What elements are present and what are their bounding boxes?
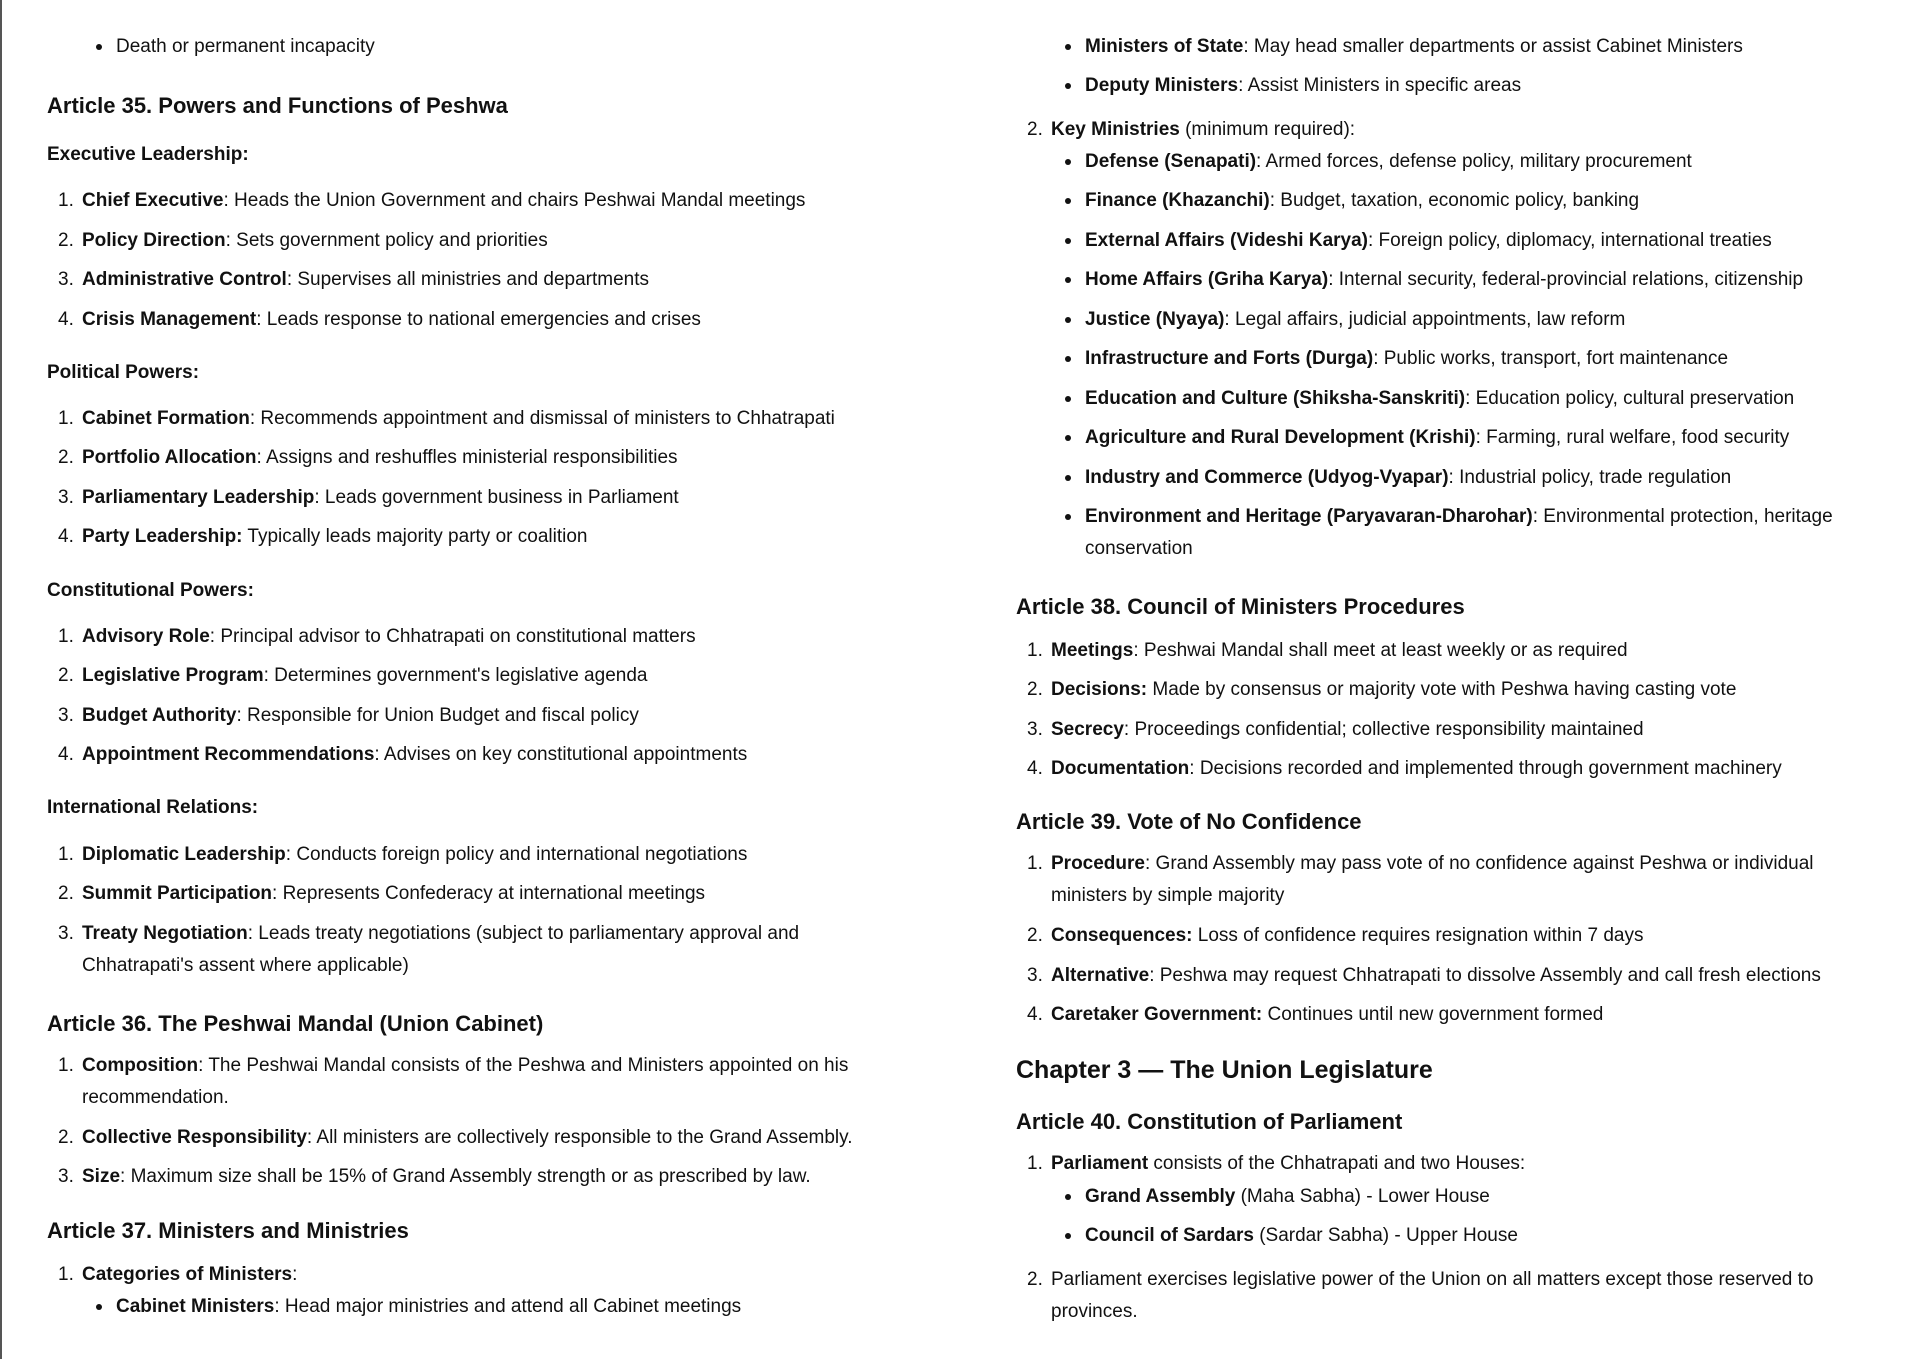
- article-38-heading: Article 38. Council of Ministers Procedures: [1016, 594, 1465, 619]
- list-item: Deputy Ministers: Assist Ministers in specific areas: [1085, 70, 1521, 102]
- list-item: Cabinet Ministers: Head major ministries and attend all Cabinet meetings: [116, 1291, 741, 1323]
- list-item: 4. Documentation: Decisions recorded and implemented through government machinery: [1027, 758, 1782, 779]
- list-item: 2. Portfolio Allocation: Assigns and reshuffles ministerial responsibilities: [58, 447, 678, 468]
- list-item: Industry and Commerce (Udyog-Vyapar): Industrial policy, trade regulation: [1085, 462, 1731, 494]
- list-item: 1. Advisory Role: Principal advisor to Chhatrapati on constitutional matters: [58, 626, 696, 647]
- list-item: Agriculture and Rural Development (Krishi): Farming, rural welfare, food security: [1085, 422, 1789, 454]
- list-item: 2. Parliament exercises legislative power of the Union on all matters except those reserved to provinces.: [1027, 1269, 1814, 1322]
- list-item: 3. Size: Maximum size shall be 15% of Grand Assembly strength or as prescribed by law.: [58, 1166, 811, 1187]
- list-item: 3. Secrecy: Proceedings confidential; collective responsibility maintained: [1027, 719, 1644, 740]
- list-item: 1. Parliament consists of the Chhatrapati and two Houses:: [1027, 1153, 1526, 1174]
- list-item: 1. Categories of Ministers:: [58, 1264, 298, 1285]
- list-item: 2. Decisions: Made by consensus or majority vote with Peshwa having casting vote: [1027, 679, 1737, 700]
- list-item: Home Affairs (Griha Karya): Internal security, federal-provincial relations, citizenship: [1085, 264, 1803, 296]
- list-item: 2. Policy Direction: Sets government policy and priorities: [58, 230, 548, 251]
- executive-leadership-heading: Executive Leadership:: [47, 144, 249, 165]
- list-item: Justice (Nyaya): Legal affairs, judicial appointments, law reform: [1085, 304, 1625, 336]
- list-item: External Affairs (Videshi Karya): Foreign policy, diplomacy, international treaties: [1085, 225, 1772, 257]
- list-item: Death or permanent incapacity: [116, 31, 375, 63]
- list-item: Grand Assembly (Maha Sabha) - Lower House: [1085, 1181, 1490, 1213]
- list-item: 3. Parliamentary Leadership: Leads government business in Parliament: [58, 487, 679, 508]
- article-36-heading: Article 36. The Peshwai Mandal (Union Cabinet): [47, 1011, 544, 1036]
- constitutional-powers-heading: Constitutional Powers:: [47, 580, 254, 601]
- article-40-heading: Article 40. Constitution of Parliament: [1016, 1109, 1403, 1134]
- list-item: 2. Collective Responsibility: All ministers are collectively responsible to the Grand Assembly.: [58, 1127, 853, 1148]
- list-item: 4. Caretaker Government: Continues until new government formed: [1027, 1004, 1604, 1025]
- list-item: 1. Chief Executive: Heads the Union Government and chairs Peshwai Mandal meetings: [58, 190, 806, 211]
- article-39-heading: Article 39. Vote of No Confidence: [1016, 809, 1362, 834]
- list-item: Infrastructure and Forts (Durga): Public works, transport, fort maintenance: [1085, 343, 1728, 375]
- list-item: 2. Consequences: Loss of confidence requires resignation within 7 days: [1027, 925, 1644, 946]
- list-item: Finance (Khazanchi): Budget, taxation, economic policy, banking: [1085, 185, 1639, 217]
- list-item: 1. Procedure: Grand Assembly may pass vote of no confidence against Peshwa or individual ministers by simple majority: [1027, 853, 1814, 906]
- article-37-heading: Article 37. Ministers and Ministries: [47, 1218, 409, 1243]
- list-item: 1. Composition: The Peshwai Mandal consists of the Peshwa and Ministers appointed on his recommendation.: [58, 1055, 849, 1108]
- list-item: 4. Party Leadership: Typically leads majority party or coalition: [58, 526, 588, 547]
- list-item: Environment and Heritage (Paryavaran-Dharohar): Environmental protection, heritage conservation: [1085, 501, 1855, 565]
- list-item: 4. Appointment Recommendations: Advises on key constitutional appointments: [58, 744, 748, 765]
- article-35-heading: Article 35. Powers and Functions of Peshwa: [47, 93, 508, 118]
- list-item: Defense (Senapati): Armed forces, defense policy, military procurement: [1085, 146, 1692, 178]
- window-left-border: [0, 0, 2, 1359]
- list-item: 1. Meetings: Peshwai Mandal shall meet at least weekly or as required: [1027, 640, 1628, 661]
- list-item: 1. Cabinet Formation: Recommends appointment and dismissal of ministers to Chhatrapati: [58, 408, 835, 429]
- list-item: 3. Administrative Control: Supervises all ministries and departments: [58, 269, 650, 290]
- list-item: Education and Culture (Shiksha-Sanskriti): Education policy, cultural preservation: [1085, 383, 1794, 415]
- list-item: 3. Treaty Negotiation: Leads treaty negotiations (subject to parliamentary approval and Chhatrapati's assent where applicable): [58, 923, 800, 976]
- list-item: Council of Sardars (Sardar Sabha) - Upper House: [1085, 1220, 1518, 1252]
- international-relations-heading: International Relations:: [47, 797, 259, 818]
- list-item: 3. Alternative: Peshwa may request Chhatrapati to dissolve Assembly and call fresh elections: [1027, 965, 1821, 986]
- list-item: Ministers of State: May head smaller departments or assist Cabinet Ministers: [1085, 31, 1743, 63]
- list-item: 3. Budget Authority: Responsible for Union Budget and fiscal policy: [58, 705, 639, 726]
- list-item: 1. Diplomatic Leadership: Conducts foreign policy and international negotiations: [58, 844, 748, 865]
- list-item: 2. Legislative Program: Determines government's legislative agenda: [58, 665, 648, 686]
- list-item: 4. Crisis Management: Leads response to national emergencies and crises: [58, 309, 701, 330]
- list-item: 2. Summit Participation: Represents Confederacy at international meetings: [58, 883, 706, 904]
- political-powers-heading: Political Powers:: [47, 362, 200, 383]
- chapter-3-heading: Chapter 3 — The Union Legislature: [1016, 1056, 1433, 1084]
- list-item: 2. Key Ministries (minimum required):: [1027, 119, 1356, 140]
